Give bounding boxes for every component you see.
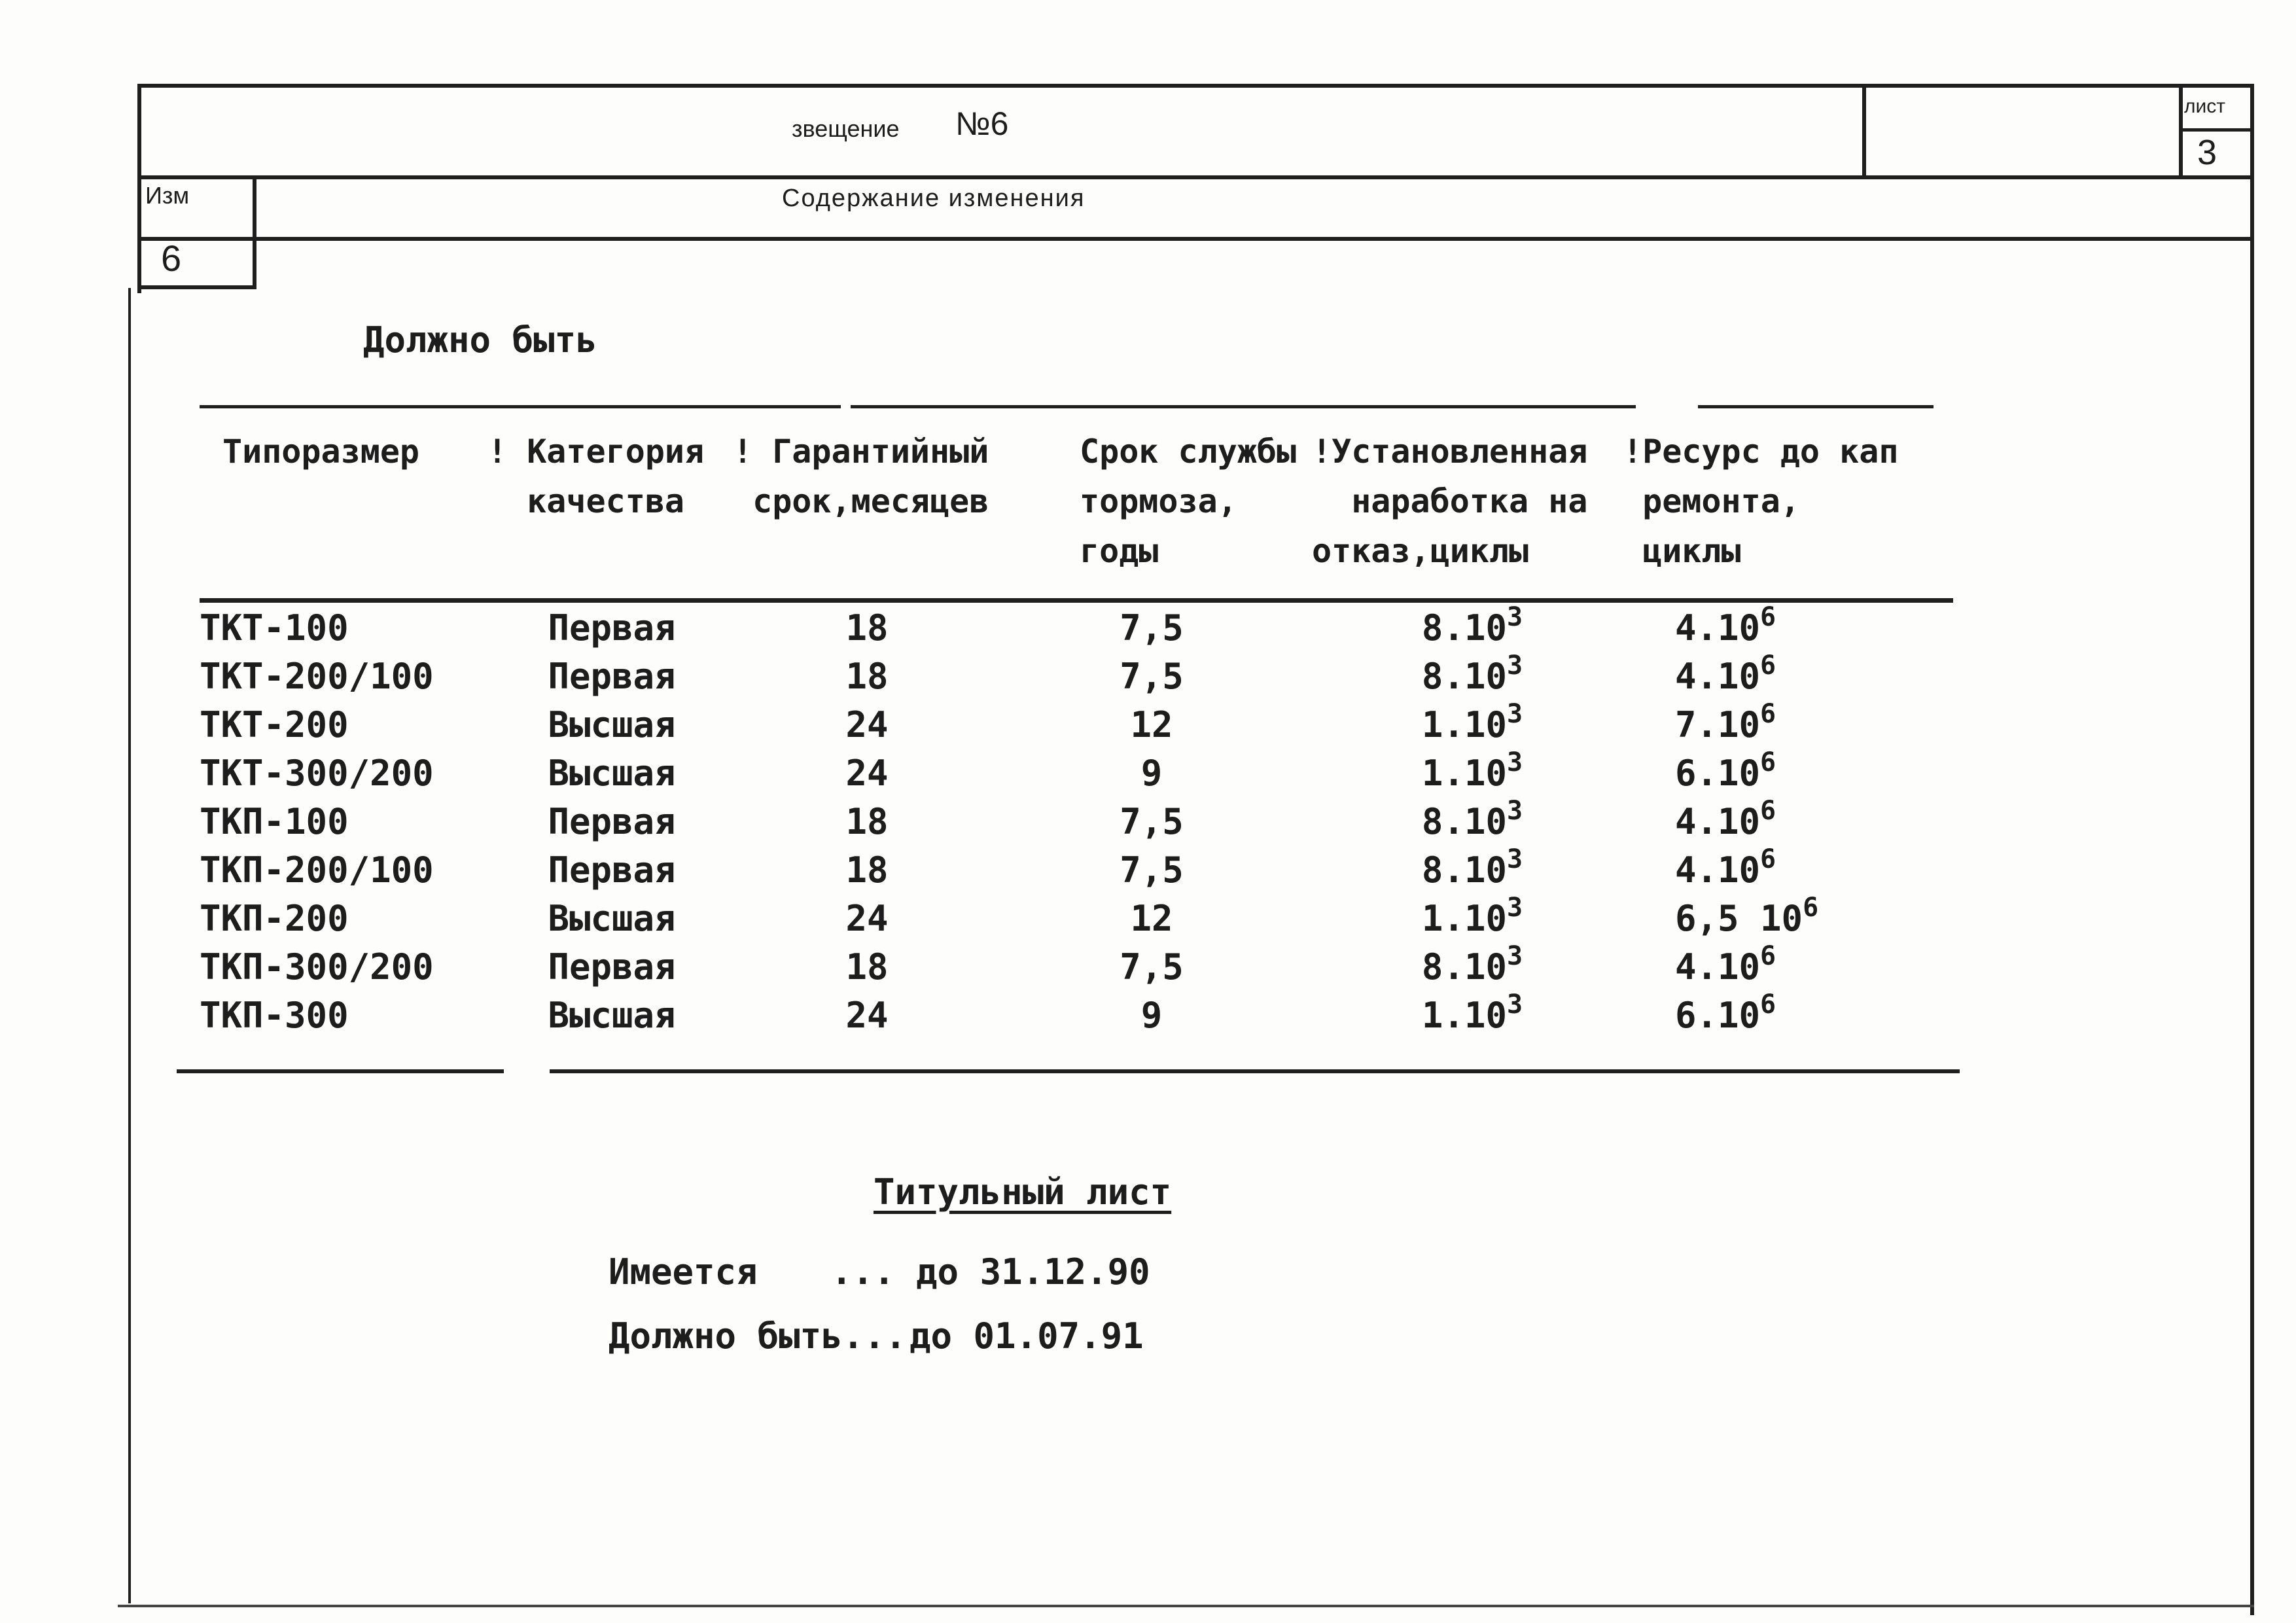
cell-type: ТКТ-200/100: [200, 656, 434, 697]
column-header-type: Типоразмер: [222, 433, 420, 471]
cell-resource: [1675, 990, 1776, 1036]
cell-warranty: 24: [845, 898, 889, 939]
cell-service-life: 12: [1130, 704, 1173, 745]
cell-service-life: 7,5: [1120, 656, 1184, 697]
cell-service-life: 9: [1140, 995, 1163, 1036]
cell-resource-exponent: 6: [1760, 941, 1776, 971]
title-page-line2-value: до 01.07.91: [910, 1315, 1144, 1357]
cell-mtbf-exponent: 3: [1506, 990, 1523, 1020]
cell-type: ТКТ-100: [200, 607, 349, 649]
cell-category: Первая: [548, 946, 676, 988]
cell-mtbf-exponent: 3: [1506, 844, 1523, 874]
cell-resource-base: 4.10: [1675, 656, 1761, 697]
cell-resource-exponent: 6: [1760, 796, 1776, 826]
cell-service-life: 9: [1140, 753, 1163, 794]
cell-resource: [1675, 796, 1776, 842]
title-page-line1-value: ... до 31.12.90: [831, 1251, 1150, 1293]
cell-resource-exponent: 6: [1760, 602, 1776, 632]
cell-type: ТКП-200/100: [200, 849, 434, 891]
izm-label: Изм: [145, 182, 190, 209]
title-page-line2-label: Должно быть...: [609, 1315, 907, 1357]
cell-warranty: 18: [845, 946, 889, 988]
cell-resource-base: 4.10: [1675, 801, 1761, 842]
cell-mtbf: [1421, 844, 1523, 891]
cell-type: ТКТ-200: [200, 704, 349, 745]
sheet-label: лист: [2184, 96, 2226, 117]
cell-resource-exponent: 6: [1760, 747, 1776, 777]
column-header-service-life: Срок службы тормоза, годы: [1080, 433, 1297, 570]
cell-mtbf-exponent: 3: [1506, 893, 1523, 923]
cell-mtbf-base: 1.10: [1421, 753, 1507, 794]
cell-resource-base: 4.10: [1675, 607, 1761, 649]
cell-mtbf-base: 8.10: [1421, 849, 1507, 891]
cell-mtbf-base: 8.10: [1421, 801, 1507, 842]
cell-mtbf-exponent: 3: [1506, 602, 1523, 632]
cell-resource-base: 4.10: [1675, 946, 1761, 988]
cell-category: Высшая: [548, 898, 676, 939]
cell-resource: [1675, 893, 1819, 939]
cell-service-life: 12: [1130, 898, 1173, 939]
cell-resource-base: 6.10: [1675, 753, 1761, 794]
cell-resource-exponent: 6: [1760, 699, 1776, 729]
cell-mtbf-base: 8.10: [1421, 946, 1507, 988]
cell-mtbf: [1421, 651, 1523, 697]
cell-type: ТКП-300/200: [200, 946, 434, 988]
cell-category: Первая: [548, 656, 676, 697]
cell-warranty: 24: [845, 753, 889, 794]
title-page-line1-label: Имеется: [609, 1251, 758, 1293]
cell-mtbf-exponent: 3: [1506, 651, 1523, 681]
cell-resource-exponent: 6: [1760, 844, 1776, 874]
cell-warranty: 24: [845, 995, 889, 1036]
cell-type: ТКП-300: [200, 995, 349, 1036]
cell-resource: [1675, 941, 1776, 988]
cell-mtbf: [1421, 796, 1523, 842]
cell-resource: [1675, 602, 1776, 649]
cell-service-life: 7,5: [1120, 607, 1184, 649]
cell-mtbf: [1421, 602, 1523, 649]
cell-type: ТКТ-300/200: [200, 753, 434, 794]
cell-service-life: 7,5: [1120, 946, 1184, 988]
cell-warranty: 24: [845, 704, 889, 745]
cell-warranty: 18: [845, 656, 889, 697]
cell-service-life: 7,5: [1120, 849, 1184, 891]
cell-resource-base: 6,5 10: [1675, 898, 1803, 939]
cell-resource-exponent: 6: [1760, 990, 1776, 1020]
cell-mtbf-exponent: 3: [1506, 699, 1523, 729]
column-header-resource: !Ресурс до кап ремонта, циклы: [1623, 433, 1899, 570]
cell-mtbf-exponent: 3: [1506, 796, 1523, 826]
column-header-category: ! Категория качества: [487, 433, 705, 520]
notice-number: №6: [955, 105, 1009, 142]
cell-category: Первая: [548, 801, 676, 842]
cell-resource-base: 7.10: [1675, 704, 1761, 745]
notice-label: звещение: [792, 115, 900, 142]
cell-resource: [1675, 651, 1776, 697]
cell-mtbf: [1421, 893, 1523, 939]
cell-resource-base: 4.10: [1675, 849, 1761, 891]
cell-warranty: 18: [845, 849, 889, 891]
cell-mtbf-exponent: 3: [1506, 941, 1523, 971]
cell-resource-exponent: 6: [1760, 651, 1776, 681]
cell-warranty: 18: [845, 607, 889, 649]
column-header-warranty: ! Гарантийный срок,месяцев: [733, 433, 989, 520]
cell-resource: [1675, 844, 1776, 891]
column-header-mtbf: !Установленная наработка на отказ,циклы: [1312, 433, 1588, 570]
cell-mtbf: [1421, 699, 1523, 745]
cell-mtbf-base: 8.10: [1421, 607, 1507, 649]
cell-mtbf: [1421, 747, 1523, 794]
title-page-heading: Титульный лист: [874, 1171, 1172, 1213]
izm-value: 6: [161, 238, 182, 279]
cell-type: ТКП-200: [200, 898, 349, 939]
cell-category: Первая: [548, 607, 676, 649]
cell-resource-exponent: 6: [1803, 893, 1819, 923]
cell-mtbf: [1421, 941, 1523, 988]
cell-mtbf-exponent: 3: [1506, 747, 1523, 777]
cell-category: Высшая: [548, 753, 676, 794]
cell-resource: [1675, 747, 1776, 794]
sheet-number: 3: [2197, 133, 2217, 172]
cell-category: Первая: [548, 849, 676, 891]
cell-warranty: 18: [845, 801, 889, 842]
cell-service-life: 7,5: [1120, 801, 1184, 842]
cell-mtbf-base: 1.10: [1421, 995, 1507, 1036]
content-label: Содержание изменения: [782, 185, 1086, 212]
cell-mtbf-base: 1.10: [1421, 898, 1507, 939]
cell-resource-base: 6.10: [1675, 995, 1761, 1036]
cell-category: Высшая: [548, 995, 676, 1036]
section-heading: Должно быть: [363, 319, 597, 361]
cell-category: Высшая: [548, 704, 676, 745]
cell-type: ТКП-100: [200, 801, 349, 842]
cell-mtbf-base: 1.10: [1421, 704, 1507, 745]
cell-mtbf-base: 8.10: [1421, 656, 1507, 697]
cell-mtbf: [1421, 990, 1523, 1036]
cell-resource: [1675, 699, 1776, 745]
